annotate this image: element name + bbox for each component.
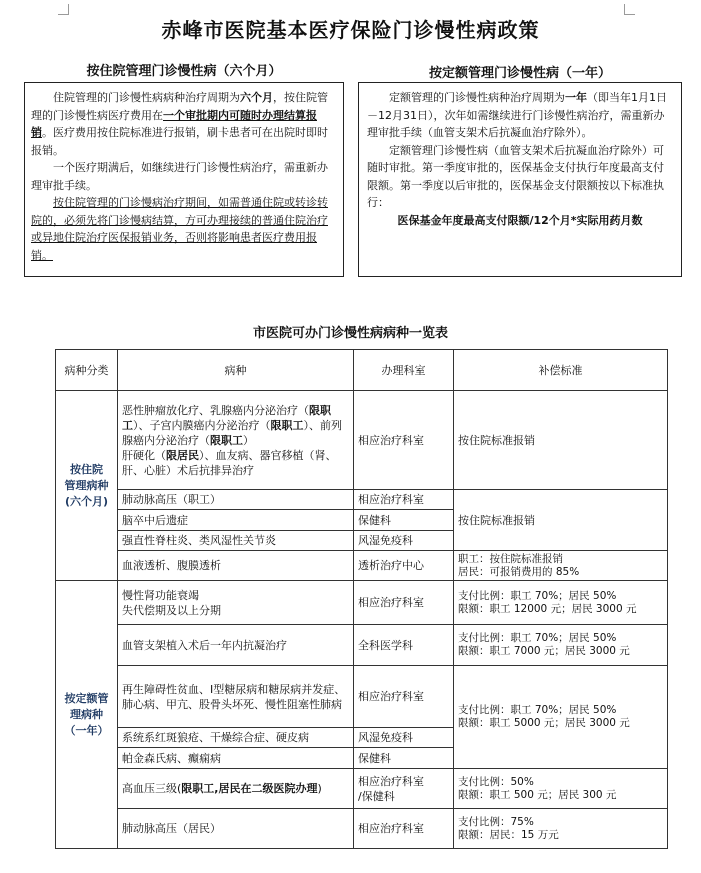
department-cell: 保健科 bbox=[354, 510, 454, 531]
text-bold: 限职工 bbox=[122, 403, 331, 432]
department-cell: 相应治疗科室 bbox=[354, 581, 454, 625]
standard-line: 限额：职工 500 元；居民 300 元 bbox=[458, 788, 617, 801]
department-cell: 相应治疗科室 bbox=[354, 391, 454, 490]
department-cell: 风湿免疫科 bbox=[354, 728, 454, 748]
text-segment: ) bbox=[317, 782, 322, 795]
text-segment: 恶性肿瘤放化疗、乳腺癌内分泌治疗（ bbox=[122, 403, 309, 417]
box-right-formula: 医保基金年度最高支付限额/12个月*实际用药月数 bbox=[397, 213, 643, 227]
category-line: (六个月) bbox=[64, 494, 109, 508]
table-row bbox=[56, 625, 668, 666]
disease-cell: 肺动脉高压（居民） bbox=[118, 809, 354, 849]
header-category: 病种分类 bbox=[56, 350, 118, 391]
box-right-title: 按定额管理门诊慢性病（一年） bbox=[428, 66, 611, 81]
standard-line: 限额：居民：15 万元 bbox=[458, 828, 559, 841]
department-line: /保健科 bbox=[358, 789, 395, 803]
standard-line: 限额：职工 7000 元；居民 3000 元 bbox=[458, 645, 630, 657]
standard-line: 支付比例：75% bbox=[458, 815, 534, 828]
standard-line: 限额：职工 12000 元；居民 3000 元 bbox=[458, 602, 637, 615]
department-cell bbox=[354, 769, 454, 809]
text-segment: ）、血友病、器官移植（肾、肝、心脏）术后抗排异治疗 bbox=[122, 448, 337, 477]
disease-cell: 肺动脉高压（职工） bbox=[118, 490, 354, 510]
standard-line: 职工：按住院标准报销 bbox=[458, 552, 563, 565]
disease-cell bbox=[118, 391, 354, 490]
standard-cell bbox=[454, 666, 668, 769]
header-standard: 补偿标准 bbox=[454, 350, 668, 391]
disease-cell: 血管支架植入术后一年内抗凝治疗 bbox=[118, 625, 354, 666]
table-row bbox=[56, 666, 668, 728]
disease-cell: 再生障碍性贫血、Ⅰ型糖尿病和糖尿病并发症、肺心病、甲亢、股骨头坏死、慢性阻塞性肺病 bbox=[118, 666, 354, 728]
disease-line: 慢性肾功能衰竭 bbox=[122, 588, 199, 602]
table-title: 市医院可办门诊慢性病病种一览表 bbox=[252, 326, 448, 341]
category-line: 按定额管 bbox=[64, 691, 109, 705]
header-disease: 病种 bbox=[118, 350, 354, 391]
box-right-quota-policy bbox=[358, 82, 682, 277]
disease-cell bbox=[118, 581, 354, 625]
text-bold: 六个月 bbox=[240, 91, 273, 104]
standard-cell bbox=[454, 625, 668, 666]
text-bold: 限职工 bbox=[210, 433, 243, 447]
text-segment: 。医疗费用按住院标准进行报销，刷卡患者可在出院时即时报销。 bbox=[31, 126, 328, 157]
department-cell: 风湿免疫科 bbox=[354, 531, 454, 551]
standard-cell bbox=[454, 809, 668, 849]
standard-line: 支付比例：职工 70%；居民 50% bbox=[458, 589, 617, 602]
category-line: （一年） bbox=[64, 723, 109, 737]
text-segment: 定额管理的门诊慢性病种治疗周期为 bbox=[389, 91, 565, 104]
box-right-paragraph-1 bbox=[367, 89, 673, 142]
disease-cell: 强直性脊柱炎、类风湿性关节炎 bbox=[118, 531, 354, 551]
text-bold: 一年 bbox=[565, 91, 587, 104]
table-row bbox=[56, 551, 668, 581]
box-left-title: 按住院管理门诊慢性病（六个月） bbox=[86, 64, 282, 79]
text-segment: ） bbox=[243, 433, 254, 447]
table-row bbox=[56, 581, 668, 625]
disease-line: 失代偿期及以上分期 bbox=[122, 603, 221, 617]
standard-line: 支付比例：职工 70%；居民 50% bbox=[458, 704, 617, 716]
standard-cell bbox=[454, 551, 668, 581]
department-cell: 全科医学科 bbox=[354, 625, 454, 666]
table-row bbox=[56, 490, 668, 510]
text-bold-underlined: 一个审批期内可随时办理结算报销 bbox=[31, 108, 317, 139]
text-segment: ）、子宫内膜癌内分泌治疗（ bbox=[133, 418, 271, 432]
department-cell: 相应治疗科室 bbox=[354, 490, 454, 510]
category-quota bbox=[56, 581, 118, 849]
table-row bbox=[56, 391, 668, 490]
department-cell: 保健科 bbox=[354, 748, 454, 769]
text-segment: ，按住院管理的门诊慢性病医疗费用在 bbox=[31, 91, 328, 122]
box-left-paragraph-3: 按住院管理的门诊慢病治疗期间，如需普通住院或转诊转院的，必须先将门诊慢病结算，方可办理接续的普通住院治疗或异地住院治疗医保报销业务，否则将影响患者医疗费用报销。 bbox=[31, 196, 328, 262]
disease-cell: 血液透析、腹膜透析 bbox=[118, 551, 354, 581]
disease-cell: 帕金森氏病、癫痫病 bbox=[118, 748, 354, 769]
standard-line: 限额：职工 5000 元；居民 3000 元 bbox=[458, 717, 630, 729]
text-bold: 限居民 bbox=[166, 448, 199, 462]
department-cell: 透析治疗中心 bbox=[354, 551, 454, 581]
text-bold: 限职工,居民在二级医院办理 bbox=[181, 782, 318, 795]
text-segment: （即当年1月1日－12月31日），次年如需继续进行门诊慢性病治疗，需重新办理审批手续（血管支架术后抗凝血治疗除外）。 bbox=[367, 91, 667, 139]
page-title: 赤峰市医院基本医疗保险门诊慢性病政策 bbox=[161, 18, 540, 42]
department-line: 相应治疗科室 bbox=[358, 774, 424, 788]
disease-list-table bbox=[55, 349, 668, 849]
table-row bbox=[56, 809, 668, 849]
department-cell: 相应治疗科室 bbox=[354, 809, 454, 849]
category-line: 管理病种 bbox=[64, 478, 109, 492]
standard-cell bbox=[454, 581, 668, 625]
category-line: 理病种 bbox=[70, 707, 103, 721]
table-header-row bbox=[56, 350, 668, 391]
standard-line: 支付比例：50% bbox=[458, 775, 534, 788]
category-inpatient bbox=[56, 391, 118, 581]
box-right-paragraph-2: 定额管理门诊慢性病（血管支架术后抗凝血治疗除外）可随时审批。第一季度审批的，医保基金支付执行年度最高支付限额。第一季度以后审批的，医保基金支付限额按以下标准执行： bbox=[367, 143, 664, 209]
text-segment: 住院管理的门诊慢性病病种治疗周期为 bbox=[53, 91, 240, 104]
category-line: 按住院 bbox=[70, 462, 103, 476]
box-left-inpatient-policy bbox=[24, 82, 344, 277]
disease-cell bbox=[118, 769, 354, 809]
text-segment: 高血压三级( bbox=[122, 782, 182, 795]
standard-line: 支付比例：职工 70%；居民 50% bbox=[458, 632, 617, 644]
box-left-paragraph-2: 一个医疗期满后，如继续进行门诊慢性病治疗，需重新办理审批手续。 bbox=[31, 161, 328, 192]
text-segment: ）、前列腺癌内分泌治疗（ bbox=[122, 418, 342, 447]
standard-cell: 按住院标准报销 bbox=[454, 391, 668, 490]
standard-cell: 按住院标准报销 bbox=[454, 490, 668, 551]
disease-cell: 脑卒中后遗症 bbox=[118, 510, 354, 531]
standard-cell bbox=[454, 769, 668, 809]
box-left-paragraph-1 bbox=[31, 89, 337, 159]
text-bold: 限职工 bbox=[270, 418, 304, 432]
department-cell: 相应治疗科室 bbox=[354, 666, 454, 728]
table-row bbox=[56, 769, 668, 809]
text-segment: 肝硬化（ bbox=[122, 448, 166, 462]
disease-cell: 系统系红斑狼疮、干燥综合症、硬皮病 bbox=[118, 728, 354, 748]
standard-line: 居民：可报销费用的 85% bbox=[458, 565, 580, 578]
header-department: 办理科室 bbox=[354, 350, 454, 391]
